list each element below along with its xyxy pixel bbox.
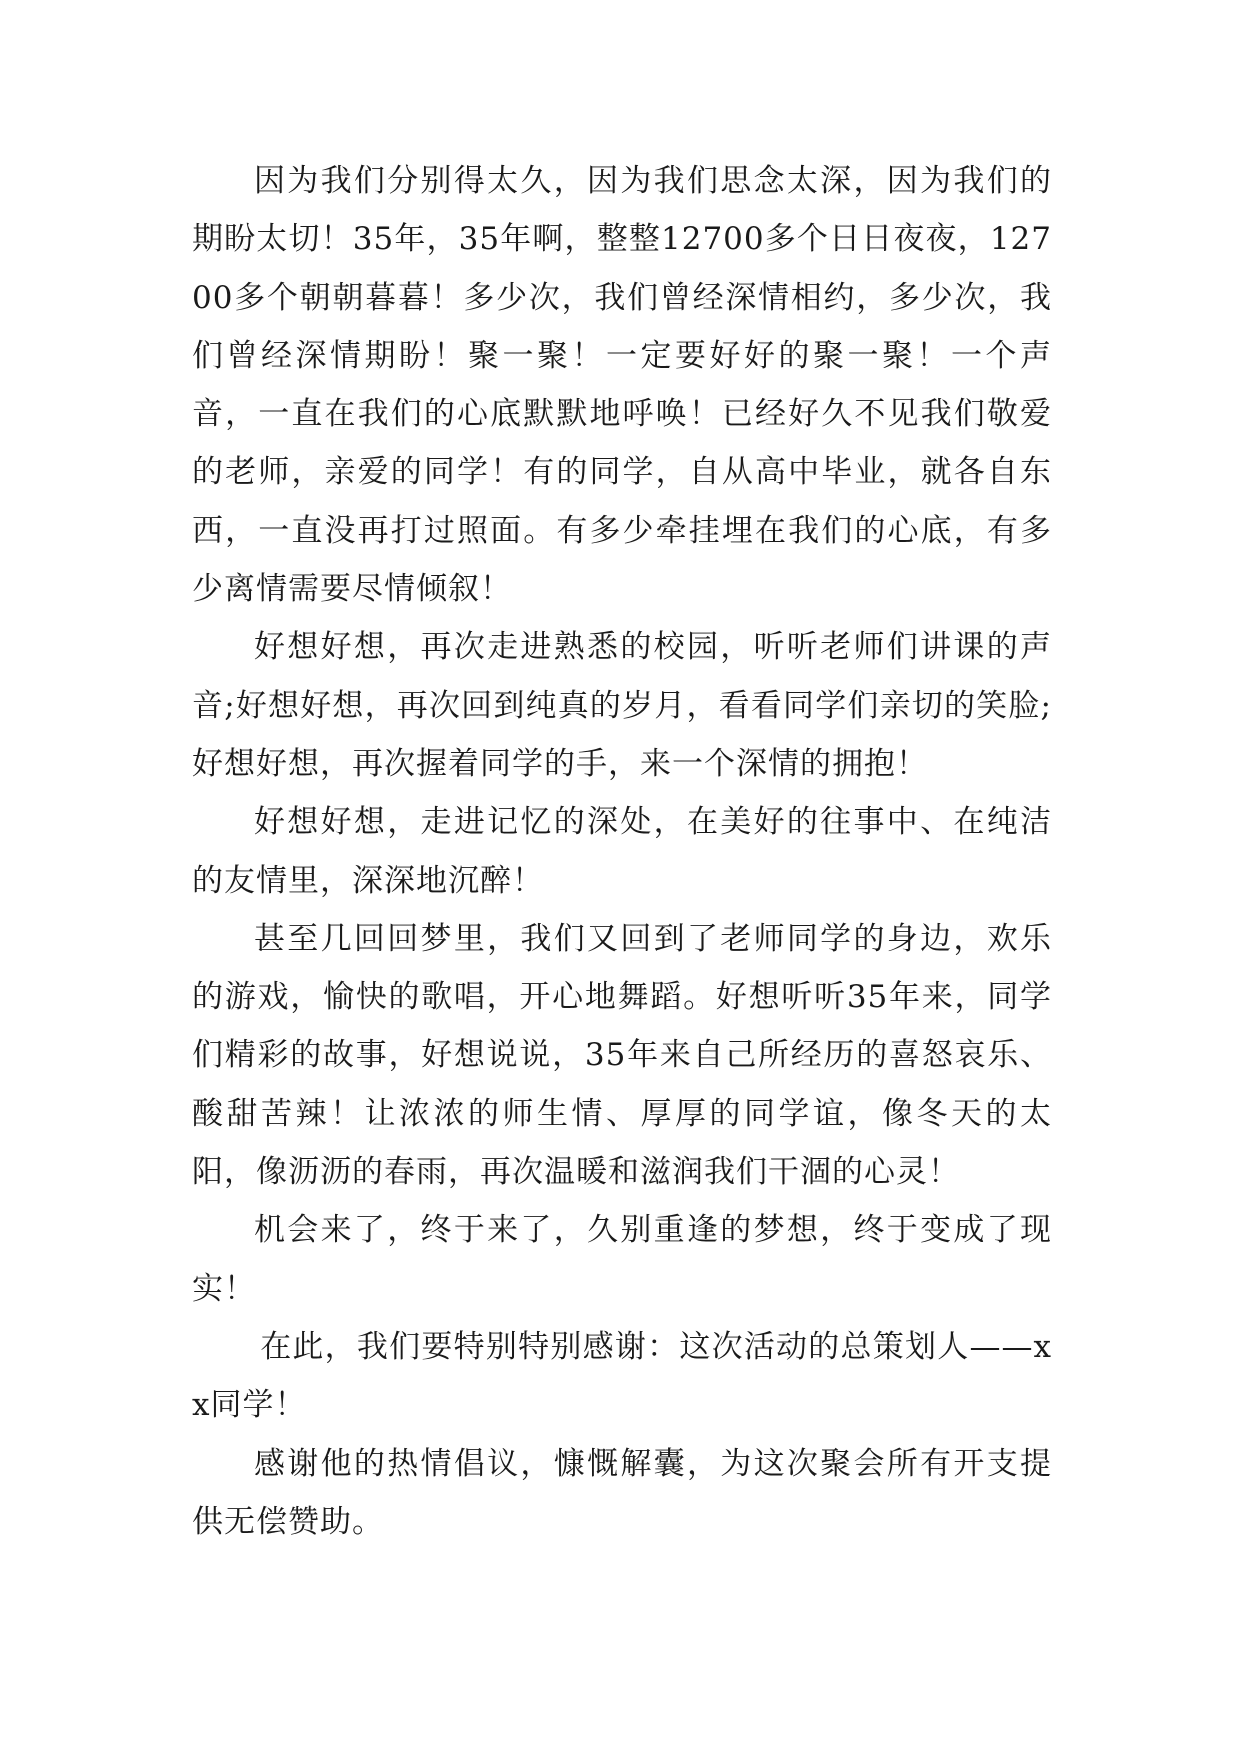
paragraph-5: 机会来了，终于来了，久别重逢的梦想，终于变成了现实！ <box>192 1212 1052 1307</box>
paragraph-1: 因为我们分别得太久，因为我们思念太深，因为我们的期盼太切！35年，35年啊，整整12700多个日日夜夜，12700多个朝朝暮暮！多少次，我们曾经深情相约，多少次，我们曾经深情期盼！聚一聚！一定要好好的聚一聚！一个声音，一直在我们的心底默默地呼唤！已经好久不见我们敬爱的老师，亲爱的同学！有的同学，自从高中毕业，就各自东西，一直没再打过照面。有多少牵挂埋在我们的心底，有多少离情需要尽情倾叙！ <box>192 163 1052 608</box>
paragraph-2: 好想好想，再次走进熟悉的校园，听听老师们讲课的声音;好想好想，再次回到纯真的岁月，看看同学们亲切的笑脸;好想好想，再次握着同学的手，来一个深情的拥抱！ <box>192 629 1052 782</box>
paragraph-7: 感谢他的热情倡议，慷慨解囊，为这次聚会所有开支提供无偿赞助。 <box>192 1445 1052 1540</box>
document-body <box>192 152 1052 1551</box>
paragraph-6: 在此，我们要特别特别感谢：这次活动的总策划人——xx同学！ <box>192 1328 1052 1424</box>
paragraph-3: 好想好想，走进记忆的深处，在美好的往事中、在纯洁的友情里，深深地沉醉！ <box>192 804 1052 899</box>
paragraph-4: 甚至几回回梦里，我们又回到了老师同学的身边，欢乐的游戏，愉快的歌唱，开心地舞蹈。好想听听35年来，同学们精彩的故事，好想说说，35年来自己所经历的喜怒哀乐、酸甜苦辣！让浓浓的师生情、厚厚的同学谊，像冬天的太阳，像沥沥的春雨，再次温暖和滋润我们干涸的心灵！ <box>192 920 1052 1191</box>
